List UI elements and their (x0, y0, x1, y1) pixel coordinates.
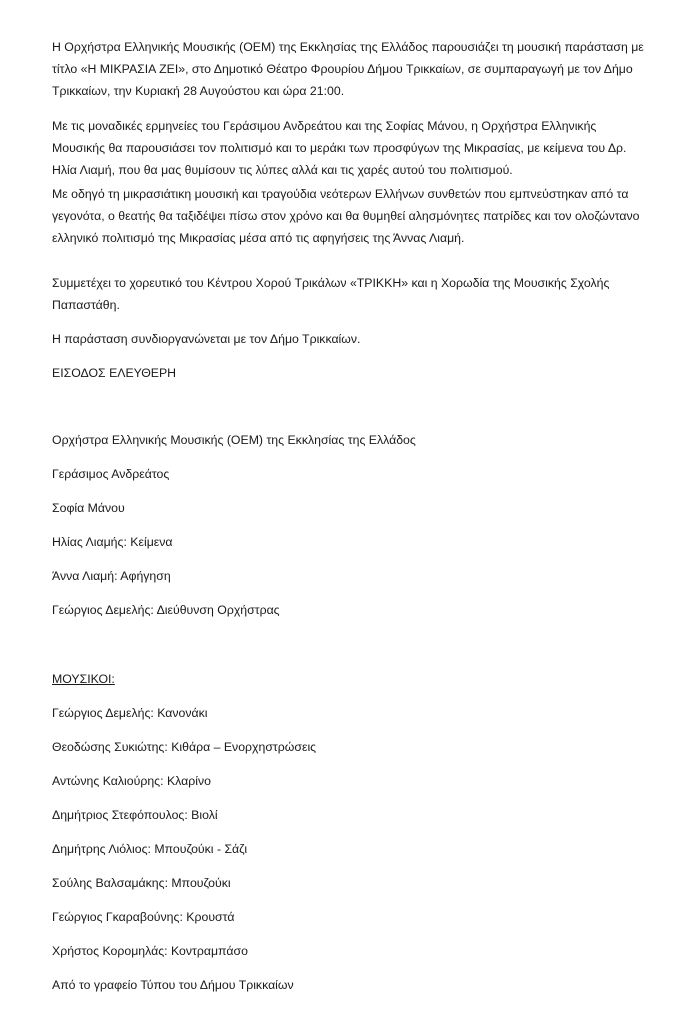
credit-orchestra: Ορχήστρα Ελληνικής Μουσικής (ΟΕΜ) της Εκκλησίας της Ελλάδος (52, 433, 416, 447)
performers-paragraph: Με τις μοναδικές ερμηνείες του Γεράσιμου Ανδρεάτου και της Σοφίας Μάνου, η Ορχήστρα Ελληνικής Μουσικής θα παρουσιάσει τον πολιτισμό και το μεράκι των προσφύγων της Μικρασίας, με κείμενα του Δρ. Ηλία Λιαμή, που θα μας θυμίσουν τις λύπες αλλά και τις χαρές αυτού του πολιτισμού. (52, 119, 627, 177)
free-entry-notice: ΕΙΣΟΔΟΣ ΕΛΕΥΘΕΡΗ (52, 366, 177, 380)
intro-paragraph: Η Ορχήστρα Ελληνικής Μουσικής (ΟΕΜ) της Εκκλησίας της Ελλάδος παρουσιάζει τη μουσική παράσταση με τίτλο «Η ΜΙΚΡΑΣΙΑ ΖΕΙ», στο Δημοτικό Θέατρο Φρουρίου Δήμου Τρικκαίων, σε συμπαραγωγή με τον Δήμο Τρικκαίων, την Κυριακή 28 Αυγούστου και ώρα 21:00. (52, 40, 644, 98)
credit-texts: Ηλίας Λιαμής: Κείμενα (52, 535, 173, 549)
press-office-footer: Από το γραφείο Τύπου του Δήμου Τρικκαίων (52, 978, 294, 992)
credit-singer: Σοφία Μάνου (52, 501, 125, 515)
credit-singer: Γεράσιμος Ανδρεάτος (52, 467, 170, 481)
musician-item: Χρήστος Κορομηλάς: Κοντραμπάσο (52, 944, 248, 958)
musician-item: Γεώργιος Δεμελής: Κανονάκι (52, 706, 208, 720)
credit-narration: Άννα Λιαμή: Αφήγηση (52, 569, 171, 583)
co-organization-paragraph: Η παράσταση συνδιοργανώνεται με τον Δήμο Τρικκαίων. (52, 332, 361, 346)
musicians-heading: ΜΟΥΣΙΚΟΙ: (52, 672, 115, 686)
participation-paragraph: Συμμετέχει το χορευτικό του Κέντρου Χορού Τρικάλων «ΤΡΙΚΚΗ» και η Χορωδία της Μουσικής Σχολής Παπαστάθη. (52, 276, 610, 312)
musician-item: Αντώνης Καλιούρης: Κλαρίνο (52, 774, 211, 788)
musician-item: Σούλης Βαλσαμάκης: Μπουζούκι (52, 876, 231, 890)
musician-item: Δημήτρης Λιόλιος: Μπουζούκι - Σάζι (52, 842, 248, 856)
journey-paragraph: Με οδηγό τη μικρασιάτικη μουσική και τραγούδια νεότερων Ελλήνων συνθετών που εμπνεύστηκαν από τα γεγονότα, ο θεατής θα ταξιδέψει πίσω στον χρόνο και θα θυμηθεί αλησμόνητες πατρίδες και τον ολοζώντανο ελληνικό πολιτισμό της Μικρασίας μέσα από τις αφηγήσεις της Άννας Λιαμή. (52, 187, 640, 245)
musician-item: Δημήτριος Στεφόπουλος: Βιολί (52, 808, 218, 822)
musician-item: Γεώργιος Γκαραβούνης: Κρουστά (52, 910, 235, 924)
credit-conductor: Γεώργιος Δεμελής: Διεύθυνση Ορχήστρας (52, 603, 280, 617)
musician-item: Θεοδώσης Συκιώτης: Κιθάρα – Ενορχηστρώσεις (52, 740, 317, 754)
